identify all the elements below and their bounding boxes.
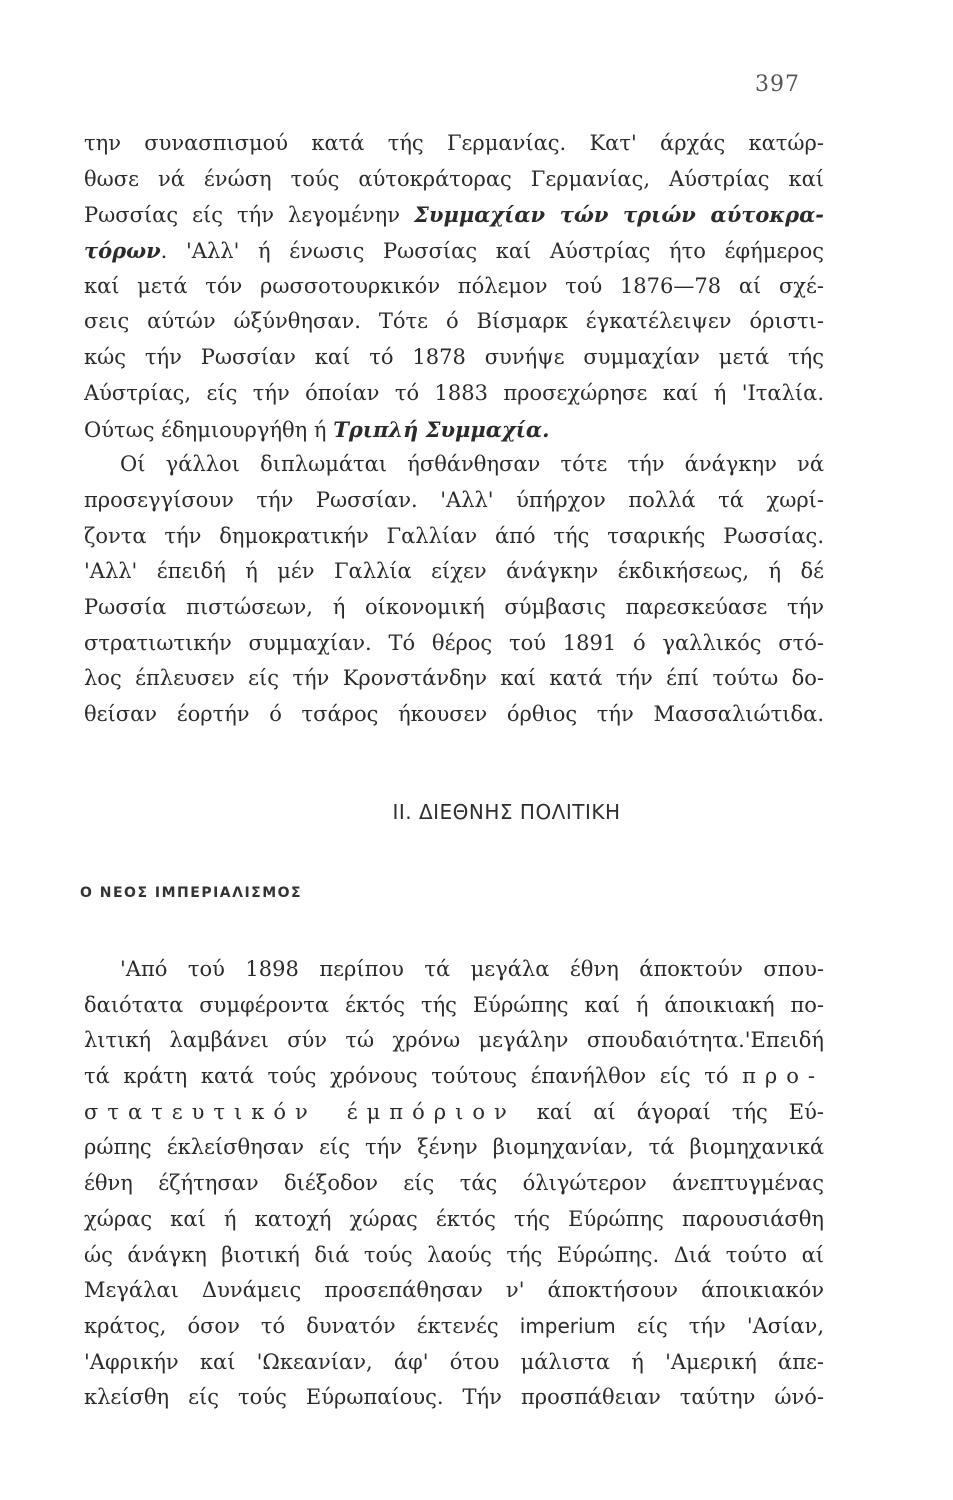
text-line	[84, 1095, 824, 1131]
subheading: Ο ΝΕΟΣ ΙΜΠΕΡΙΑΛΙΣΜΟΣ	[80, 885, 303, 901]
spaced-term: προ-	[742, 1064, 824, 1089]
emphasis-term: τόρων	[84, 238, 161, 264]
text-run: κράτος, όσον τό δυνατόν έκτενές	[84, 1313, 520, 1338]
text-line	[84, 1309, 824, 1345]
text-line: 'Αφρικήν καί 'Ωκεανίαν, άφ' ότου μάλιστα ή 'Αμερική άπε-	[84, 1349, 824, 1374]
text-line: Οί γάλλοι διπλωμάται ήσθάνθησαν τότε τήν άνάγκην νά	[120, 452, 824, 477]
text-line	[84, 197, 824, 233]
text-line: δαιότατα συμφέροντα έκτός τής Εύρώπης καί ή άποικιακή πο-	[84, 992, 824, 1017]
text-line: ώς άνάγκη βιοτική διά τούς λαούς τής Εύρώπης. Διά τούτο αί	[84, 1242, 824, 1267]
text-run: τά κράτη κατά τούς χρόνους τούτους έπανήλθον είς τό	[84, 1064, 743, 1089]
spaced-term: στατευτικόν έμπόριον	[84, 1099, 516, 1124]
text-line	[84, 412, 824, 448]
text-line: θωσε νά ένώση τούς αύτοκράτορας Γερμανίας, Αύστρίας καί	[84, 166, 824, 191]
text-line: κλείσθη είς τούς Εύρωπαίους. Τήν προσπάθειαν ταύτην ώνό-	[84, 1385, 824, 1410]
text-line: χώρας καί ή κατοχή χώρας έκτός τής Εύρώπης παρουσιάσθη	[84, 1206, 824, 1231]
text-line: λιτική λαμβάνει σύν τώ χρόνω μεγάλην σπουδαιότητα.'Επειδή	[84, 1028, 824, 1053]
text-run: Ρωσσίας είς τήν λεγομένην	[84, 203, 415, 228]
text-run: Ούτως έδημιουργήθη ή	[84, 417, 334, 442]
text-line	[84, 233, 824, 269]
text-line: 'Αλλ' έπειδή ή μέν Γαλλία είχεν άνάγκην έκδικήσεως, ή δέ	[84, 559, 824, 584]
text-line: κώς τήν Ρωσσίαν καί τό 1878 συνήψε συμμαχίαν μετά τής	[84, 345, 824, 370]
text-line: την συνασπισμού κατά τής Γερμανίας. Κατ' άρχάς κατώρ-	[84, 131, 824, 155]
text-line: στρατιωτικήν συμμαχίαν. Τό θέρος τού 1891 ό γαλλικός στό-	[84, 630, 824, 655]
text-run: είς τήν 'Ασίαν,	[615, 1313, 824, 1338]
text-run: καί αί άγοραί τής Εύ-	[515, 1099, 824, 1124]
text-line: Ρωσσία πιστώσεων, ή οίκονομική σύμβασις παρεσκεύασε τήν	[84, 594, 824, 619]
body-text-top	[84, 126, 824, 733]
text-line: Μεγάλαι Δυνάμεις προσεπάθησαν ν' άποκτήσουν άποικιακόν	[84, 1278, 824, 1303]
text-line: προσεγγίσουν τήν Ρωσσίαν. 'Αλλ' ύπήρχον πολλά τά χωρί-	[84, 487, 824, 512]
section-heading: II. ΔΙΕΘΝΗΣ ΠΟΛΙΤΙΚΗ	[392, 800, 621, 824]
text-line: ζοντα τήν δημοκρατικήν Γαλλίαν άπό τής τσαρικής Ρωσσίας.	[84, 523, 824, 548]
text-line: έθνη έζήτησαν διέξοδον είς τάς όλιγώτερον άνεπτυγμένας	[84, 1171, 824, 1196]
page-number: 397	[755, 72, 800, 97]
text-line: λος έπλευσεν είς τήν Κρονστάνδην καί κατά τήν έπί τούτω δο-	[84, 666, 824, 691]
text-line: ρώπης έκλείσθησαν είς τήν ξένην βιομηχανίαν, τά βιομηχανικά	[84, 1135, 824, 1160]
latin-term: imperium	[519, 1313, 616, 1338]
emphasis-term: Συμμαχίαν τών τριών αύτοκρα-	[414, 202, 824, 228]
text-line: καί μετά τόν ρωσσοτουρκικόν πόλεμον τού 1876—78 αί σχέ-	[84, 273, 824, 298]
text-line: θείσαν έορτήν ό τσάρος ήκουσεν όρθιος τήν Μασσαλιώτιδα.	[84, 702, 824, 726]
body-text-bottom	[84, 952, 824, 1416]
text-run: . 'Αλλ' ή ένωσις Ρωσσίας καί Αύστρίας ήτο έφήμερος	[160, 239, 824, 264]
text-line: σεις αύτών ώξύνθησαν. Τότε ό Βίσμαρκ έγκατέλειψεν όριστι-	[84, 309, 824, 334]
text-line: Αύστρίας, είς τήν όποίαν τό 1883 προσεχώρησε καί ή 'Ιταλία.	[84, 380, 824, 405]
text-line	[84, 1059, 824, 1095]
text-line: 'Από τού 1898 περίπου τά μεγάλα έθνη άποκτούν σπου-	[120, 957, 824, 981]
emphasis-term: Τριπλή Συμμαχία.	[333, 416, 550, 442]
